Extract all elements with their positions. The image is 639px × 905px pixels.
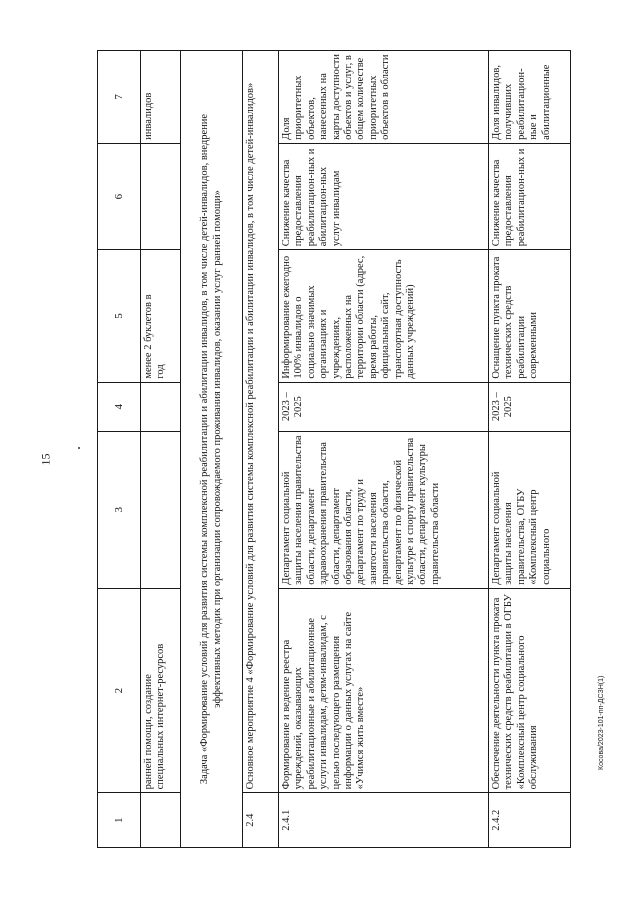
page-number: 15 (38, 453, 53, 466)
header-cell: 1 (98, 793, 141, 848)
period-cell (141, 382, 181, 431)
result-cell: Оснащение пункта проката технических средств реабилитации современными (489, 250, 571, 382)
activity-cell: ранней помощи, создание специальных интернет-ресурсов (141, 588, 181, 793)
header-cell: 3 (98, 431, 141, 588)
activity-cell: Формирование и ведение реестра учреждений, оказывающих реабилитационные и абилитационные услуги инвалидам, детям-инвалидам, с целью последующего размещения информации о данных услугах на сайте «Учимся жить вместе» (279, 588, 489, 793)
indicator-cell: Доля инвалидов, получивших реабилитацион-ные и абилитационные (489, 51, 571, 144)
executor-cell (141, 431, 181, 588)
activity-cell: Обеспечение деятельности пункта проката технических средств реабилитации в ОГБУ «Комплексный центр социального обслуживания (489, 588, 571, 793)
consequence-cell: Снижение качества предоставления реабилитацион-ных и абилитацион-ных услуг инвалидам (279, 143, 489, 249)
result-cell: Информирование ежегодно 100% инвалидов о социально значимых организациях и учреждениях, расположенных на территории области (адрес, время работы, официальный сайт, транспортная доступность данных учреждений) (279, 250, 489, 382)
table-row (279, 51, 489, 848)
period-cell: 2023 – 2025 (489, 382, 571, 431)
indicator-cell: инвалидов (141, 51, 181, 144)
table-row (243, 51, 279, 848)
task-row (181, 51, 243, 848)
row-number-cell (141, 793, 181, 848)
row-number-cell: 2.4 (243, 793, 279, 848)
header-cell: 5 (98, 250, 141, 382)
period-cell: 2023 – 2025 (279, 382, 489, 431)
header-cell: 4 (98, 382, 141, 431)
scan-speck (78, 447, 80, 449)
activities-table (97, 50, 571, 848)
result-cell: менее 2 буклетов в год (141, 250, 181, 382)
rotated-table-container (97, 50, 569, 848)
table-row (489, 51, 571, 848)
task-cell: Задача «Формирование условий для развития системы комплексной реабилитации и абилитации инвалидов, в том числе детей-инвалидов, внедрение эффективных методик при организации сопровождаемого проживания инвалидов, оказании услуг ранней помощи» (181, 51, 243, 848)
main-activity-cell: Основное мероприятие 4 «Формирование условий для развития системы комплексной реабилитации и абилитации инвалидов, в том числе детей-инвалидов» (243, 51, 279, 793)
document-footer: Косова/2023-101-пп-ДСЗН(1) (598, 675, 605, 770)
row-number-cell: 2.4.2 (489, 793, 571, 848)
header-row (98, 51, 141, 848)
executor-cell: Департамент социальной защиты населения правительства, ОГБУ «Комплексный центр социального (489, 431, 571, 588)
consequence-cell: Снижение качества предоставления реабилитацион-ных и (489, 143, 571, 249)
executor-cell: Департамент социальной защиты населения правительства области, департамент здравоохранения правительства области, департамент образования области, департамент по труду и занятости населения правительства области, департамент по физической культуре и спорту правительства области, департамент культуры правительства области (279, 431, 489, 588)
indicator-cell: Доля приоритетных объектов, нанесенных на карты доступности объектов и услуг, в общем количестве приоритетных объектов в области (279, 51, 489, 144)
consequence-cell (141, 143, 181, 249)
row-number-cell: 2.4.1 (279, 793, 489, 848)
header-cell: 6 (98, 143, 141, 249)
header-cell: 7 (98, 51, 141, 144)
header-cell: 2 (98, 588, 141, 793)
table-row (141, 51, 181, 848)
